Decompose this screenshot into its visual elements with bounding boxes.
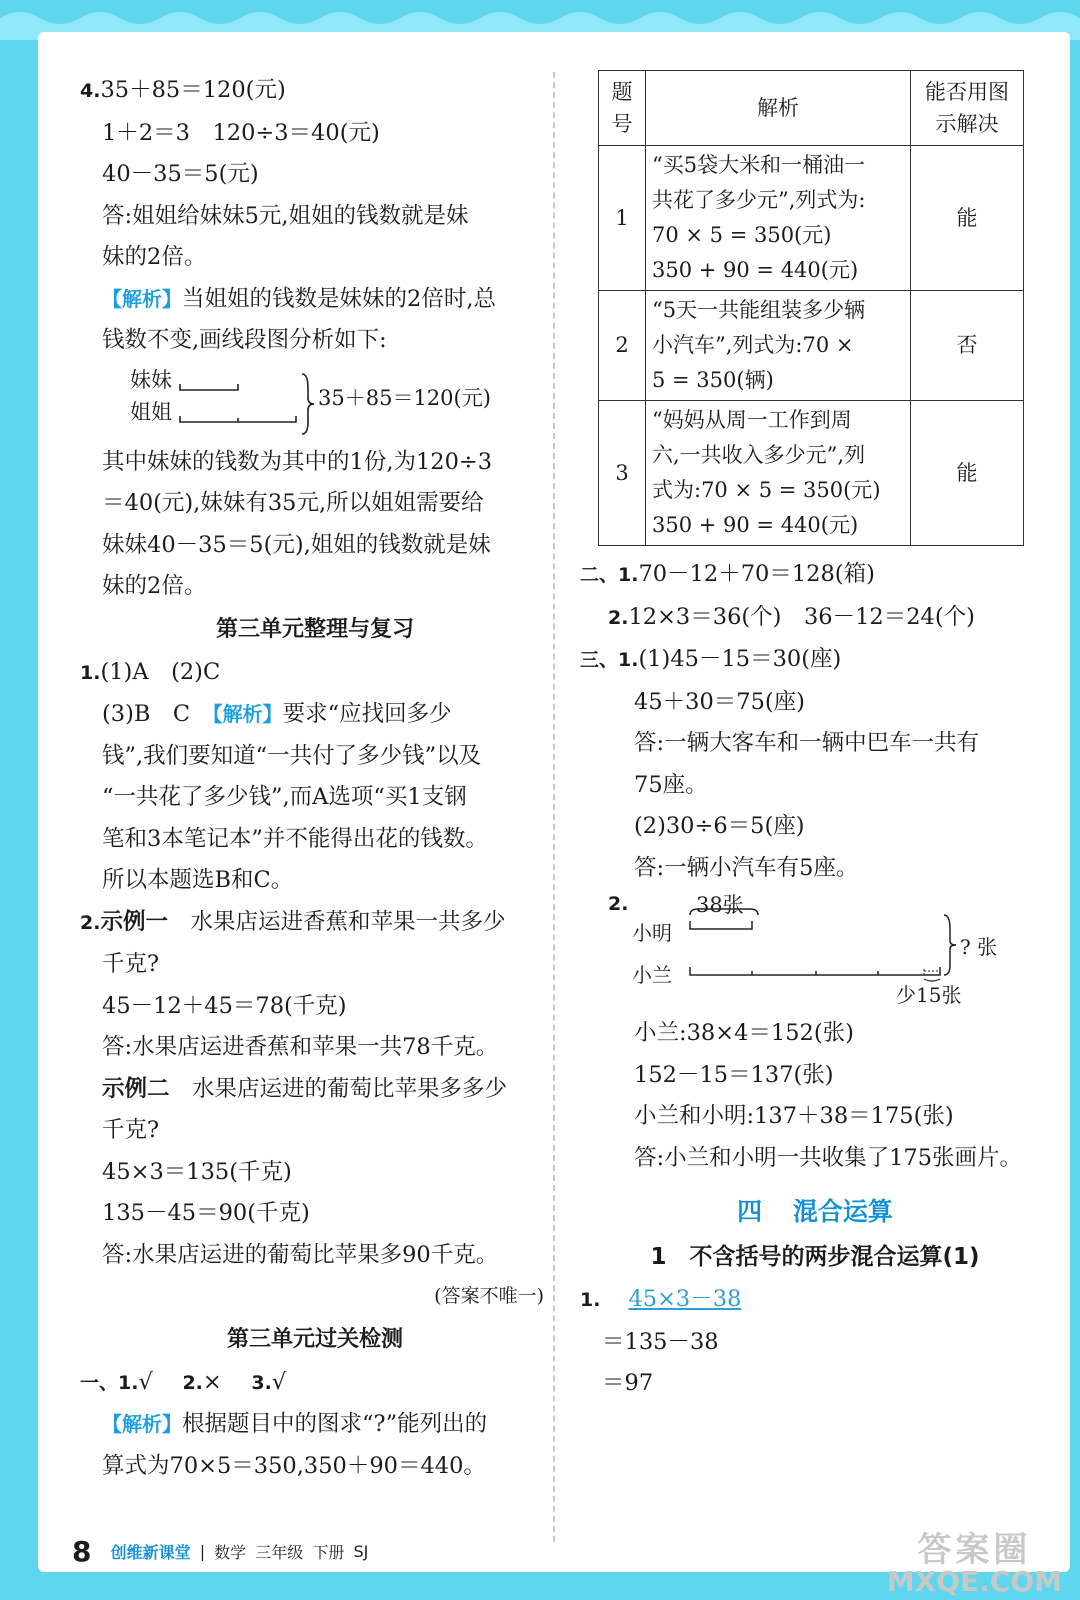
analysis-text: 其中妹妹的钱数为其中的1份,为120÷3: [102, 448, 493, 475]
watermark-logo: [887, 1532, 1062, 1596]
label-jiejie: 姐姐: [130, 399, 172, 424]
question-text: 千克?: [102, 1117, 160, 1143]
equation: 12×3＝36(个) 36－12＝24(个): [628, 603, 975, 630]
header-analysis: 解析: [646, 71, 911, 146]
answer-text: 答:姐姐给妹妹5元,姐姐的钱数就是妹: [102, 202, 469, 229]
row-number: 3: [599, 401, 646, 546]
question-text: 千克?: [102, 951, 160, 977]
analysis-text: 妹的2倍。: [102, 573, 207, 599]
question-number: 2.: [182, 1371, 203, 1394]
analysis-text: 算式为70×5＝350,350＋90＝440。: [102, 1452, 486, 1479]
answer-text: 75座。: [634, 771, 708, 798]
note-not-unique: (答案不唯一): [434, 1285, 544, 1307]
analysis-tag: 【解析】: [102, 1412, 182, 1436]
answer-text: 答:一辆小汽车有5座。: [634, 854, 859, 881]
table-row: [599, 401, 1024, 546]
answer-text: (3)B C: [102, 701, 191, 727]
row-analysis: “5天一共能组装多少辆 小汽车”,列式为:70 × 5 = 350(辆): [646, 291, 911, 401]
analysis-tag: 【解析】: [102, 286, 182, 311]
subject: 数学: [214, 1543, 247, 1562]
answer-page: [38, 32, 1070, 1572]
question-number: 三、1.: [580, 649, 639, 671]
check-mark: √: [271, 1368, 287, 1395]
row-answer: 能: [911, 146, 1024, 291]
answer-text: (1)A (2)C: [100, 658, 221, 685]
row-analysis: “买5袋大米和一桶油一 共花了多少元”,列式为: 70 × 5 = 350(元) 350 + 90 = 440(元): [646, 146, 911, 291]
question-text: 水果店运进香蕉和苹果一共多少: [190, 908, 506, 935]
section-title-test: 第三单元过关检测: [226, 1326, 403, 1352]
line-segment-diagram-sisters: [80, 362, 550, 442]
separator: |: [199, 1542, 206, 1561]
right-column: [580, 70, 1050, 1405]
line-segment-diagram-cards: [580, 889, 1050, 1013]
answer-text: 答:小兰和小明一共收集了175张画片。: [634, 1144, 1023, 1171]
equation: 45×3＝135(千克): [102, 1158, 292, 1185]
page-footer: [72, 1535, 368, 1568]
row-answer: 能: [911, 401, 1024, 546]
equation: ＝97: [602, 1370, 654, 1396]
analysis-text: 钱”,我们要知道“一共付了多少钱”以及: [102, 742, 482, 769]
example-label: 示例二: [102, 1075, 170, 1102]
analysis-tag: 【解析】: [212, 702, 283, 726]
row-number: 2: [599, 291, 646, 401]
equation: 小兰:38×4＝152(张): [634, 1020, 854, 1046]
answer-text: 答:水果店运进的葡萄比苹果多90千克。: [102, 1241, 499, 1268]
analysis-text: 当姐姐的钱数是妹妹的2倍时,总: [182, 285, 496, 312]
expression-underlined: 45×3－38: [628, 1286, 742, 1312]
label-less-15: 少15张: [896, 983, 962, 1007]
question-number: 1.: [580, 1289, 601, 1311]
analysis-text: 要求“应找回多少: [282, 701, 452, 727]
equation: 45－12＋45＝78(千克): [102, 992, 347, 1019]
page-number: 8: [72, 1535, 92, 1568]
equation: (1)45－15＝30(座): [638, 646, 842, 672]
watermark-url: MXQE.COM: [886, 1565, 1062, 1598]
question-text: 水果店运进的葡萄比苹果多多少: [192, 1075, 508, 1102]
edition: SJ: [353, 1542, 369, 1561]
section-title-review: 第三单元整理与复习: [215, 616, 414, 642]
label-38-cards: 38张: [696, 893, 744, 917]
equation: 1＋2＝3 120÷3＝40(元): [102, 119, 380, 146]
analysis-table: [598, 70, 1024, 546]
question-number: 2.: [608, 893, 629, 915]
header-can-diagram: 能否用图 示解决: [911, 71, 1024, 146]
example-label: 示例一: [100, 908, 168, 935]
answer-text: 答:水果店运进香蕉和苹果一共78千克。: [102, 1034, 499, 1060]
row-answer: 否: [911, 291, 1024, 401]
equation: 152－15＝137(张): [634, 1061, 834, 1088]
label-xiaolan: 小兰: [632, 963, 672, 987]
analysis-text: ＝40(元),妹妹有35元,所以姐姐需要给: [102, 490, 484, 516]
equation: 35＋85＝120(元): [100, 77, 286, 103]
column-divider: [553, 72, 555, 1542]
question-number: 二、1.: [580, 564, 639, 586]
equation: 45＋30＝75(座): [634, 688, 805, 715]
question-number: 3.: [251, 1371, 272, 1394]
cross-mark: ×: [202, 1368, 222, 1395]
brand-name: 创维新课堂: [110, 1543, 191, 1562]
question-number: 一、1.: [80, 1371, 139, 1394]
equation: 70－12＋70＝128(箱): [638, 561, 875, 587]
equation: (2)30÷6＝5(座): [634, 813, 805, 839]
label-meimei: 妹妹: [130, 367, 172, 392]
watermark-title: 答案圈: [917, 1530, 1032, 1570]
question-number: 2.: [608, 606, 629, 629]
unit-title: 四 混合运算: [737, 1197, 893, 1226]
equation: ＝135－38: [602, 1328, 719, 1355]
analysis-text: 根据题目中的图求“?”能列出的: [182, 1411, 488, 1437]
header-no: 题 号: [599, 71, 646, 146]
label-unknown: ? 张: [960, 935, 998, 959]
row-analysis: “妈妈从周一工作到周 六,一共收入多少元”,列 式为:70 × 5 = 350(元) 350 + 90 = 440(元): [646, 401, 911, 546]
left-column: [80, 70, 550, 1487]
question-number: 4.: [80, 80, 101, 102]
equation: 135－45＝90(千克): [102, 1200, 310, 1226]
table-row: [599, 291, 1024, 401]
row-number: 1: [599, 146, 646, 291]
grade: 三年级: [255, 1543, 304, 1562]
analysis-text: “一共花了多少钱”,而A选项“买1支钢: [102, 784, 467, 810]
table-header-row: [599, 71, 1024, 146]
term: 下册: [312, 1543, 345, 1562]
question-number: 1.: [80, 661, 101, 684]
analysis-text: 所以本题选B和C。: [102, 867, 294, 893]
equation: 小兰和小明:137＋38＝175(张): [634, 1103, 954, 1129]
table-row: [599, 146, 1024, 291]
lesson-title: 1 不含括号的两步混合运算(1): [650, 1244, 980, 1270]
analysis-text: 钱数不变,画线段图分析如下:: [102, 327, 387, 353]
answer-text: 妹的2倍。: [102, 244, 207, 270]
question-number: 2.: [80, 911, 101, 934]
answer-text: 答:一辆大客车和一辆中巴车一共有: [634, 730, 980, 756]
check-mark: √: [138, 1368, 153, 1395]
total-expression: 35＋85＝120(元): [318, 385, 491, 410]
equation: 40－35＝5(元): [102, 161, 259, 187]
analysis-text: 笔和3本笔记本”并不能得出花的钱数。: [102, 825, 488, 852]
analysis-text: 妹妹40－35＝5(元),姐姐的钱数就是妹: [102, 531, 491, 558]
label-xiaoming: 小明: [632, 921, 672, 945]
